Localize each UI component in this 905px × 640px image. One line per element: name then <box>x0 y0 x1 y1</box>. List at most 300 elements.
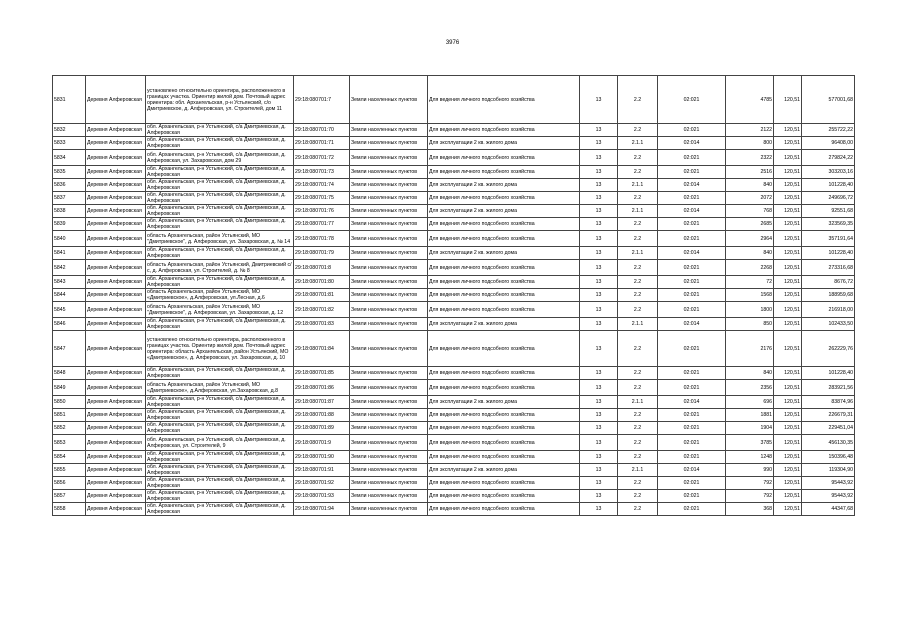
table-row <box>53 124 855 137</box>
cadastral-value-cell: 44347,68 <box>802 503 855 516</box>
table-row <box>53 464 855 477</box>
land-category-cell: Земли населенных пунктов <box>350 464 428 477</box>
permitted-use-cell: Для ведения личного подсобного хозяйства <box>428 367 580 380</box>
settlement-cell: Деревня Алферовская <box>86 451 146 464</box>
land-category-cell: Земли населенных пунктов <box>350 331 428 367</box>
specific-value-cell: 120,51 <box>774 124 802 137</box>
table-row <box>53 318 855 331</box>
land-category-cell: Земли населенных пунктов <box>350 179 428 192</box>
permitted-use-cell: Для эксплуатации 2 кв. жилого дома <box>428 179 580 192</box>
specific-value-cell: 120,51 <box>774 367 802 380</box>
specific-value-cell: 120,51 <box>774 179 802 192</box>
specific-value-cell: 120,51 <box>774 247 802 260</box>
use-group-cell: 2.2 <box>618 435 658 451</box>
vri-code-cell: 02:014 <box>658 205 726 218</box>
table-row <box>53 76 855 124</box>
specific-value-cell: 120,51 <box>774 422 802 435</box>
address-cell: область Архангельская, район Устьянский, Дмитриевский с/с, д. Алферовская, ул. Строителей, д. № 8 <box>147 261 292 274</box>
use-group-cell: 2.2 <box>618 409 658 422</box>
specific-value-cell: 120,51 <box>774 76 802 124</box>
land-category-cell: Земли населенных пунктов <box>350 137 428 150</box>
table-row <box>53 205 855 218</box>
table-row <box>53 166 855 179</box>
address-cell: обл. Архангельская, р-н Устьянский, с/а Дмитриевская, д. Алферовская <box>146 318 294 331</box>
land-category-cell: Земли населенных пунктов <box>350 289 428 302</box>
cadastral-value-cell: 83874,96 <box>802 396 855 409</box>
table-row <box>53 192 855 205</box>
group-code-cell: 13 <box>580 302 618 318</box>
settlement-cell: Деревня Алферовская <box>86 76 146 124</box>
land-category-cell: Земли населенных пунктов <box>350 380 428 396</box>
use-group-cell: 2.2 <box>618 422 658 435</box>
cadastral-value-cell: 283921,56 <box>802 380 855 396</box>
area-cell: 368 <box>726 503 774 516</box>
table-row <box>53 380 855 396</box>
address-cell: обл. Архангельская, р-н Устьянский, с/а Дмитриевская, д. Алферовская <box>146 464 294 477</box>
group-code-cell: 13 <box>580 260 618 276</box>
cadastral-number-cell: 29:18:080701:9 <box>294 435 350 451</box>
cadastral-number-cell: 29:18:080701:7 <box>294 76 350 124</box>
permitted-use-cell: Для ведения личного подсобного хозяйства <box>428 192 580 205</box>
cadastral-number-cell: 29:18:080701:83 <box>294 318 350 331</box>
specific-value-cell: 120,51 <box>774 477 802 490</box>
cadastral-value-cell: 229451,04 <box>802 422 855 435</box>
row-number-cell: 5838 <box>53 205 86 218</box>
settlement-cell: Деревня Алферовская <box>86 276 146 289</box>
row-number-cell: 5846 <box>53 318 86 331</box>
specific-value-cell: 120,51 <box>774 137 802 150</box>
address-cell: обл. Архангельская, р-н Устьянский, с/а Дмитриевская, д. Алферовская <box>146 137 294 150</box>
address-cell: обл. Архангельская, р-н Устьянский, с/а Дмитриевская, д. Алферовская <box>146 367 294 380</box>
row-number-cell: 5858 <box>53 503 86 516</box>
group-code-cell: 13 <box>580 451 618 464</box>
row-number-cell: 5848 <box>53 367 86 380</box>
group-code-cell: 13 <box>580 422 618 435</box>
area-cell: 2176 <box>726 331 774 367</box>
use-group-cell: 2.1.1 <box>618 247 658 260</box>
row-number-cell: 5850 <box>53 396 86 409</box>
land-category-cell: Земли населенных пунктов <box>350 76 428 124</box>
land-category-cell: Земли населенных пунктов <box>350 396 428 409</box>
row-number-cell: 5847 <box>53 331 86 367</box>
group-code-cell: 13 <box>580 503 618 516</box>
vri-code-cell: 02:021 <box>658 380 726 396</box>
area-cell: 2356 <box>726 380 774 396</box>
use-group-cell: 2.2 <box>618 124 658 137</box>
row-number-cell: 5831 <box>53 76 86 124</box>
cadastral-value-cell: 101228,40 <box>802 247 855 260</box>
row-number-cell: 5851 <box>53 409 86 422</box>
land-category-cell: Земли населенных пунктов <box>350 150 428 166</box>
cadastral-number-cell: 29:18:080701:90 <box>294 451 350 464</box>
area-cell: 2268 <box>726 260 774 276</box>
table-row <box>53 260 855 276</box>
cadastral-number-cell: 29:18:080701:86 <box>294 380 350 396</box>
specific-value-cell: 120,51 <box>774 409 802 422</box>
permitted-use-cell: Для ведения личного подсобного хозяйства <box>428 260 580 276</box>
table-row <box>53 179 855 192</box>
specific-value-cell: 120,51 <box>774 318 802 331</box>
specific-value-cell: 120,51 <box>774 464 802 477</box>
permitted-use-cell: Для ведения личного подсобного хозяйства <box>428 276 580 289</box>
table-row <box>53 150 855 166</box>
cadastral-value-cell: 92551,68 <box>802 205 855 218</box>
use-group-cell: 2.2 <box>618 503 658 516</box>
specific-value-cell: 120,51 <box>774 205 802 218</box>
land-category-cell: Земли населенных пунктов <box>350 435 428 451</box>
group-code-cell: 13 <box>580 76 618 124</box>
row-number-cell: 5833 <box>53 137 86 150</box>
cadastral-number-cell: 29:18:080701:75 <box>294 192 350 205</box>
table-row <box>53 302 855 318</box>
area-cell: 1904 <box>726 422 774 435</box>
area-cell: 840 <box>726 247 774 260</box>
cadastral-number-cell: 29:18:080701:87 <box>294 396 350 409</box>
area-cell: 72 <box>726 276 774 289</box>
table-row <box>53 247 855 260</box>
address-cell: установлено относительно ориентира, расположенного в границах участка. Ориентир жилой дом. Почтовый адрес ориентира: область Архангельская, район Устьянский, МО «Дмитриевское», д. Алферовская, ул. Захаровская, д. 10 <box>146 331 294 367</box>
specific-value-cell: 120,51 <box>774 289 802 302</box>
cadastral-value-cell: 303203,16 <box>802 166 855 179</box>
specific-value-cell: 120,51 <box>774 490 802 503</box>
vri-code-cell: 02:021 <box>658 367 726 380</box>
row-number-cell: 5839 <box>53 218 86 231</box>
row-number-cell: 5841 <box>53 247 86 260</box>
table-row <box>53 289 855 302</box>
cadastral-value-cell: 273316,68 <box>802 260 855 276</box>
row-number-cell: 5853 <box>53 435 86 451</box>
cadastral-value-cell: 102433,50 <box>802 318 855 331</box>
vri-code-cell: 02:014 <box>658 396 726 409</box>
table-row <box>53 331 855 367</box>
use-group-cell: 2.2 <box>618 367 658 380</box>
permitted-use-cell: Для ведения личного подсобного хозяйства <box>428 124 580 137</box>
group-code-cell: 13 <box>580 464 618 477</box>
table-row <box>53 503 855 516</box>
land-category-cell: Земли населенных пунктов <box>350 205 428 218</box>
specific-value-cell: 120,51 <box>774 150 802 166</box>
area-cell: 990 <box>726 464 774 477</box>
group-code-cell: 13 <box>580 435 618 451</box>
land-category-cell: Земли населенных пунктов <box>350 247 428 260</box>
specific-value-cell: 120,51 <box>774 435 802 451</box>
address-cell: область Архангельская, район Устьянский, МО «Дмитриевское», д.Алферовская, ул.Захаровская, д.8 <box>146 380 294 396</box>
cadastral-value-table <box>52 75 855 516</box>
cadastral-value-cell: 96408,00 <box>802 137 855 150</box>
vri-code-cell: 02:014 <box>658 318 726 331</box>
area-cell: 850 <box>726 318 774 331</box>
specific-value-cell: 120,51 <box>774 166 802 179</box>
cadastral-number-cell: 29:18:080701:8 <box>294 260 350 276</box>
vri-code-cell: 02:021 <box>658 76 726 124</box>
cadastral-number-cell: 29:18:080701:94 <box>294 503 350 516</box>
settlement-cell: Деревня Алферовская <box>86 490 146 503</box>
area-cell: 768 <box>726 205 774 218</box>
address-cell: обл. Архангельская, р-н Устьянский, с/а Дмитриевская, д. Алферовская <box>146 205 294 218</box>
vri-code-cell: 02:021 <box>658 435 726 451</box>
cadastral-number-cell: 29:18:080701:70 <box>294 124 350 137</box>
vri-code-cell: 02:014 <box>658 247 726 260</box>
vri-code-cell: 02:021 <box>658 124 726 137</box>
area-cell: 2072 <box>726 192 774 205</box>
land-category-cell: Земли населенных пунктов <box>350 260 428 276</box>
group-code-cell: 13 <box>580 124 618 137</box>
use-group-cell: 2.2 <box>618 331 658 367</box>
table-row <box>53 477 855 490</box>
page-number: 3976 <box>445 40 460 46</box>
settlement-cell: Деревня Алферовская <box>86 205 146 218</box>
permitted-use-cell: Для ведения личного подсобного хозяйства <box>428 409 580 422</box>
land-category-cell: Земли населенных пунктов <box>350 490 428 503</box>
area-cell: 840 <box>726 179 774 192</box>
use-group-cell: 2.2 <box>618 150 658 166</box>
land-category-cell: Земли населенных пунктов <box>350 409 428 422</box>
permitted-use-cell: Для ведения личного подсобного хозяйства <box>428 231 580 247</box>
cadastral-number-cell: 29:18:080701:72 <box>294 150 350 166</box>
specific-value-cell: 120,51 <box>774 231 802 247</box>
cadastral-number-cell: 29:18:080701:77 <box>294 218 350 231</box>
use-group-cell: 2.1.1 <box>618 396 658 409</box>
row-number-cell: 5854 <box>53 451 86 464</box>
area-cell: 792 <box>726 490 774 503</box>
land-category-cell: Земли населенных пунктов <box>350 218 428 231</box>
permitted-use-cell: Для ведения личного подсобного хозяйства <box>428 150 580 166</box>
group-code-cell: 13 <box>580 331 618 367</box>
use-group-cell: 2.2 <box>618 289 658 302</box>
vri-code-cell: 02:021 <box>658 451 726 464</box>
cadastral-value-cell: 226679,31 <box>802 409 855 422</box>
permitted-use-cell: Для эксплуатации 2 кв. жилого дома <box>428 247 580 260</box>
group-code-cell: 13 <box>580 380 618 396</box>
group-code-cell: 13 <box>580 247 618 260</box>
cadastral-value-cell: 357191,64 <box>802 231 855 247</box>
land-category-cell: Земли населенных пунктов <box>350 124 428 137</box>
use-group-cell: 2.1.1 <box>618 205 658 218</box>
permitted-use-cell: Для ведения личного подсобного хозяйства <box>428 490 580 503</box>
address-cell: обл. Архангельская, р-н Устьянский, с/а Дмитриевская, д. Алферовская <box>146 276 294 289</box>
permitted-use-cell: Для ведения личного подсобного хозяйства <box>428 289 580 302</box>
cadastral-number-cell: 29:18:080701:85 <box>294 367 350 380</box>
permitted-use-cell: Для ведения личного подсобного хозяйства <box>428 435 580 451</box>
address-cell: обл. Архангельская, р-н Устьянский, с/а Дмитриевская, д. Алферовская <box>146 409 294 422</box>
settlement-cell: Деревня Алферовская <box>86 409 146 422</box>
address-cell: обл. Архангельская, р-н Устьянский, с/а Дмитриевская, д. Алферовская <box>146 396 294 409</box>
table-row <box>53 231 855 247</box>
vri-code-cell: 02:021 <box>658 503 726 516</box>
permitted-use-cell: Для эксплуатации 2 кв. жилого дома <box>428 137 580 150</box>
use-group-cell: 2.2 <box>618 276 658 289</box>
group-code-cell: 13 <box>580 276 618 289</box>
cadastral-value-cell: 249696,72 <box>802 192 855 205</box>
cadastral-number-cell: 29:18:080701:88 <box>294 409 350 422</box>
cadastral-number-cell: 29:18:080701:76 <box>294 205 350 218</box>
table-row <box>53 490 855 503</box>
cadastral-value-cell: 95443,92 <box>802 490 855 503</box>
vri-code-cell: 02:021 <box>658 150 726 166</box>
use-group-cell: 2.2 <box>618 477 658 490</box>
vri-code-cell: 02:021 <box>658 192 726 205</box>
settlement-cell: Деревня Алферовская <box>86 150 146 166</box>
area-cell: 2322 <box>726 150 774 166</box>
area-cell: 1881 <box>726 409 774 422</box>
address-cell: обл. Архангельская, р-н Устьянский, с/а Дмитриевская, д. Алферовская <box>146 179 294 192</box>
area-cell: 1800 <box>726 302 774 318</box>
land-category-cell: Земли населенных пунктов <box>350 422 428 435</box>
cadastral-number-cell: 29:18:080701:81 <box>294 289 350 302</box>
cadastral-value-cell: 456130,35 <box>802 435 855 451</box>
vri-code-cell: 02:014 <box>658 137 726 150</box>
cadastral-number-cell: 29:18:080701:91 <box>294 464 350 477</box>
permitted-use-cell: Для ведения личного подсобного хозяйства <box>428 451 580 464</box>
use-group-cell: 2.2 <box>618 451 658 464</box>
vri-code-cell: 02:021 <box>658 260 726 276</box>
table-row <box>53 137 855 150</box>
vri-code-cell: 02:021 <box>658 422 726 435</box>
permitted-use-cell: Для ведения личного подсобного хозяйства <box>428 422 580 435</box>
row-number-cell: 5843 <box>53 276 86 289</box>
vri-code-cell: 02:014 <box>658 179 726 192</box>
use-group-cell: 2.2 <box>618 166 658 179</box>
area-cell: 1568 <box>726 289 774 302</box>
cadastral-number-cell: 29:18:080701:92 <box>294 477 350 490</box>
row-number-cell: 5856 <box>53 477 86 490</box>
row-number-cell: 5832 <box>53 124 86 137</box>
permitted-use-cell: Для эксплуатации 2 кв. жилого дома <box>428 205 580 218</box>
table-row <box>53 409 855 422</box>
use-group-cell: 2.2 <box>618 192 658 205</box>
permitted-use-cell: Для ведения личного подсобного хозяйства <box>428 477 580 490</box>
address-cell: обл. Архангельская, р-н Устьянский, с/а Дмитриевская, д. Алферовская <box>146 218 294 231</box>
address-cell: обл. Архангельская, р-н Устьянский, с/а Дмитриевская, д. Алферовская <box>146 451 294 464</box>
vri-code-cell: 02:021 <box>658 302 726 318</box>
group-code-cell: 13 <box>580 477 618 490</box>
group-code-cell: 13 <box>580 150 618 166</box>
use-group-cell: 2.2 <box>618 218 658 231</box>
settlement-cell: Деревня Алферовская <box>86 380 146 396</box>
use-group-cell: 2.2 <box>618 302 658 318</box>
specific-value-cell: 120,51 <box>774 192 802 205</box>
use-group-cell: 2.1.1 <box>618 318 658 331</box>
settlement-cell: Деревня Алферовская <box>86 231 146 247</box>
specific-value-cell: 120,51 <box>774 503 802 516</box>
settlement-cell: Деревня Алферовская <box>86 331 146 367</box>
area-cell: 2516 <box>726 166 774 179</box>
land-category-cell: Земли населенных пунктов <box>350 503 428 516</box>
address-cell: обл. Архангельская, р-н Устьянский, с/а Дмитриевская, д. Алферовская <box>146 124 294 137</box>
row-number-cell: 5844 <box>53 289 86 302</box>
address-cell: установлено относительно ориентира, расположенного в границах участка. Ориентир жилой дом. Почтовый адрес ориентира: обл. Архангельская, р-н Устьянский, с/о Дмитриевское, д. Алферовская, ул. Строителей, дом 11 <box>146 76 294 124</box>
area-cell: 696 <box>726 396 774 409</box>
cadastral-number-cell: 29:18:080701:93 <box>294 490 350 503</box>
permitted-use-cell: Для ведения личного подсобного хозяйства <box>428 503 580 516</box>
address-cell: область Архангельская, район Устьянский, МО "Дмитриевское", д. Алферовская, ул. Захаровская, д. 12 <box>146 302 294 318</box>
area-cell: 1248 <box>726 451 774 464</box>
specific-value-cell: 120,51 <box>774 260 802 276</box>
cadastral-value-cell: 577001,68 <box>802 76 855 124</box>
group-code-cell: 13 <box>580 179 618 192</box>
settlement-cell: Деревня Алферовская <box>86 124 146 137</box>
settlement-cell: Деревня Алферовская <box>86 464 146 477</box>
settlement-cell: Деревня Алферовская <box>86 192 146 205</box>
group-code-cell: 13 <box>580 318 618 331</box>
address-cell: обл. Архангельская, р-н Устьянский, с/а Дмитриевская, д. Алферовская <box>146 490 294 503</box>
address-cell: обл. Архангельская, р-н Устьянский, с/а Дмитриевская, д. Алферовская <box>146 503 294 516</box>
area-cell: 840 <box>726 367 774 380</box>
row-number-cell: 5849 <box>53 380 86 396</box>
settlement-cell: Деревня Алферовская <box>86 137 146 150</box>
settlement-cell: Деревня Алферовская <box>86 422 146 435</box>
row-number-cell: 5852 <box>53 422 86 435</box>
settlement-cell: Деревня Алферовская <box>86 289 146 302</box>
use-group-cell: 2.1.1 <box>618 464 658 477</box>
specific-value-cell: 120,51 <box>774 276 802 289</box>
cadastral-value-cell: 101228,40 <box>802 367 855 380</box>
area-cell: 4785 <box>726 76 774 124</box>
settlement-cell: Деревня Алферовская <box>86 367 146 380</box>
group-code-cell: 13 <box>580 218 618 231</box>
address-cell: область Архангельская, район Устьянский, МО «Дмитриевское», д.Алферовская, ул.Лесная, д.6 <box>146 289 294 302</box>
table-row <box>53 451 855 464</box>
group-code-cell: 13 <box>580 289 618 302</box>
table-row <box>53 435 855 451</box>
permitted-use-cell: Для эксплуатации 2 кв. жилого дома <box>428 396 580 409</box>
permitted-use-cell: Для ведения личного подсобного хозяйства <box>428 166 580 179</box>
cadastral-value-cell: 150396,48 <box>802 451 855 464</box>
area-cell: 2964 <box>726 231 774 247</box>
settlement-cell: Деревня Алферовская <box>86 503 146 516</box>
land-category-cell: Земли населенных пунктов <box>350 318 428 331</box>
group-code-cell: 13 <box>580 137 618 150</box>
row-number-cell: 5855 <box>53 464 86 477</box>
group-code-cell: 13 <box>580 396 618 409</box>
settlement-cell: Деревня Алферовская <box>86 247 146 260</box>
use-group-cell: 2.2 <box>618 260 658 276</box>
cadastral-number-cell: 29:18:080701:84 <box>294 331 350 367</box>
cadastral-number-cell: 29:18:080701:73 <box>294 166 350 179</box>
cadastral-number-cell: 29:18:080701:78 <box>294 231 350 247</box>
settlement-cell: Деревня Алферовская <box>86 166 146 179</box>
specific-value-cell: 120,51 <box>774 380 802 396</box>
cadastral-number-cell: 29:18:080701:74 <box>294 179 350 192</box>
land-category-cell: Земли населенных пунктов <box>350 477 428 490</box>
permitted-use-cell: Для ведения личного подсобного хозяйства <box>428 76 580 124</box>
vri-code-cell: 02:021 <box>658 490 726 503</box>
permitted-use-cell: Для эксплуатации 2 кв. жилого дома <box>428 464 580 477</box>
table-row <box>53 396 855 409</box>
cadastral-value-cell: 119304,90 <box>802 464 855 477</box>
specific-value-cell: 120,51 <box>774 218 802 231</box>
row-number-cell: 5836 <box>53 179 86 192</box>
cadastral-number-cell: 29:18:080701:71 <box>294 137 350 150</box>
cadastral-number-cell: 29:18:080701:89 <box>294 422 350 435</box>
area-cell: 800 <box>726 137 774 150</box>
settlement-cell: Деревня Алферовская <box>86 302 146 318</box>
settlement-cell: Деревня Алферовская <box>86 435 146 451</box>
vri-code-cell: 02:021 <box>658 218 726 231</box>
permitted-use-cell: Для ведения личного подсобного хозяйства <box>428 218 580 231</box>
group-code-cell: 13 <box>580 166 618 179</box>
cadastral-value-cell: 216918,00 <box>802 302 855 318</box>
vri-code-cell: 02:021 <box>658 477 726 490</box>
specific-value-cell: 120,51 <box>774 331 802 367</box>
group-code-cell: 13 <box>580 490 618 503</box>
row-number-cell: 5837 <box>53 192 86 205</box>
address-cell: обл. Архангельская, р-н Устьянский, с/а Дмитриевская, д. Алферовская, ул. Захаровская, дом 29 <box>146 150 294 166</box>
settlement-cell: Деревня Алферовская <box>86 477 146 490</box>
area-cell: 792 <box>726 477 774 490</box>
use-group-cell: 2.1.1 <box>618 137 658 150</box>
group-code-cell: 13 <box>580 409 618 422</box>
